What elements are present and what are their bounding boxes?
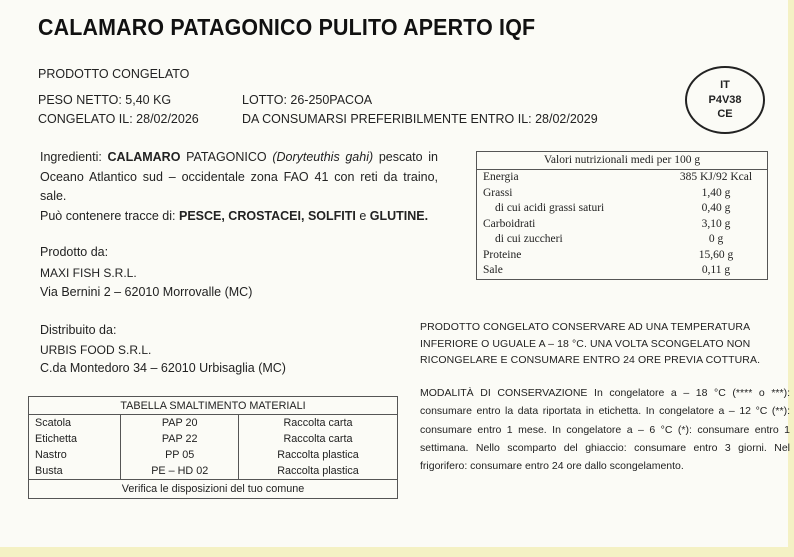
distributor-label: Distribuito da: xyxy=(40,323,117,337)
product-type: PRODOTTO CONGELATO xyxy=(38,67,190,81)
producer-address: Via Bernini 2 – 62010 Morrovalle (MC) xyxy=(40,285,253,299)
ingredient-latin-name: (Doryteuthis gahi) xyxy=(272,150,374,164)
storage-warning xyxy=(420,319,790,369)
ingredients-block xyxy=(40,148,438,226)
producer-name: MAXI FISH S.R.L. xyxy=(40,266,137,280)
distributor-address: C.da Montedoro 34 – 62010 Urbisaglia (MC) xyxy=(40,361,286,375)
table-row: Scatola PAP 20 Raccolta carta xyxy=(29,415,398,432)
nutrition-header: Valori nutrizionali medi per 100 g xyxy=(477,152,768,170)
traces-label: Può contenere tracce di: xyxy=(40,208,176,223)
label-edge-bottom xyxy=(0,547,794,557)
table-row: di cui acidi grassi saturi 0,40 g xyxy=(495,202,731,214)
producer-label: Prodotto da: xyxy=(40,245,109,259)
storage-warning-line1: PRODOTTO CONGELATO CONSERVARE AD UNA TEMPERATURA xyxy=(420,321,751,333)
table-row: di cui zuccheri 0 g xyxy=(495,233,724,245)
best-before-date: DA CONSUMARSI PREFERIBILMENTE ENTRO IL: 28/02/2029 xyxy=(242,112,598,126)
table-row: Grassi 1,40 g xyxy=(483,186,731,199)
ce-country: IT xyxy=(720,78,730,91)
traces-and: e xyxy=(359,208,367,223)
distributor-name: URBIS FOOD S.R.L. xyxy=(40,343,152,357)
ingredients-label: Ingredienti: xyxy=(40,150,102,164)
waste-footer: Verifica le disposizioni del tuo comune xyxy=(29,480,398,499)
waste-header: TABELLA SMALTIMENTO MATERIALI xyxy=(29,397,398,415)
ingredient-origin: pescato in Oceano Atlantico sud – occidentale zona FAO 41 con reti da traino, sale. xyxy=(40,150,438,203)
table-row: Carboidrati 3,10 g xyxy=(483,217,731,230)
ce-suffix: CE xyxy=(717,108,733,121)
frozen-date: CONGELATO IL: 28/02/2026 xyxy=(38,112,199,126)
table-row: Nastro PP 05 Raccolta plastica xyxy=(29,447,398,463)
lot-number: LOTTO: 26-250PACOA xyxy=(242,93,373,107)
ingredient-name-2: PATAGONICO xyxy=(186,150,267,164)
table-row: Energia 385 KJ/92 Kcal xyxy=(483,171,753,183)
nutrition-table xyxy=(476,151,768,280)
ce-approval-number: P4V38 xyxy=(708,93,742,106)
ingredient-name: CALAMARO xyxy=(107,150,181,164)
storage-instructions xyxy=(420,384,790,475)
table-row: Etichetta PAP 22 Raccolta carta xyxy=(29,431,398,447)
storage-warning-line3: RICONGELARE E CONSUMARE ENTRO 24 ORE PREVIA COTTURA. xyxy=(420,354,761,366)
table-row: Sale 0,11 g xyxy=(483,264,731,276)
table-row: Busta PE – HD 02 Raccolta plastica xyxy=(29,463,398,480)
traces-last: GLUTINE. xyxy=(369,208,429,223)
storage-mode-label: MODALITÀ DI CONSERVAZIONE xyxy=(420,387,588,399)
traces-values: PESCE, CROSTACEI, SOLFITI xyxy=(178,208,356,223)
storage-mode-text: In congelatore a – 18 °C (**** o ***): consumare entro la data riportata in etichetta. In congelatore a – 12 °C (**): consumare entro 1 mese. In congelatore a – 6 °C (*): consumare entro 1 settimana. Nello scomparto del ghiaccio: consumare entro 3 giorni. Nel frigorifero: consumare entro 24 ore dallo scongelamento. xyxy=(420,387,790,473)
product-title: CALAMARO PATAGONICO PULITO APERTO IQF xyxy=(38,14,536,40)
table-row: Proteine 15,60 g xyxy=(483,248,734,261)
net-weight: PESO NETTO: 5,40 KG xyxy=(38,93,172,107)
storage-warning-line2: INFERIORE O UGUALE A – 18 °C. UNA VOLTA SCONGELATO NON xyxy=(420,337,751,350)
ce-identification-mark xyxy=(685,66,765,134)
waste-disposal-table xyxy=(28,396,398,499)
